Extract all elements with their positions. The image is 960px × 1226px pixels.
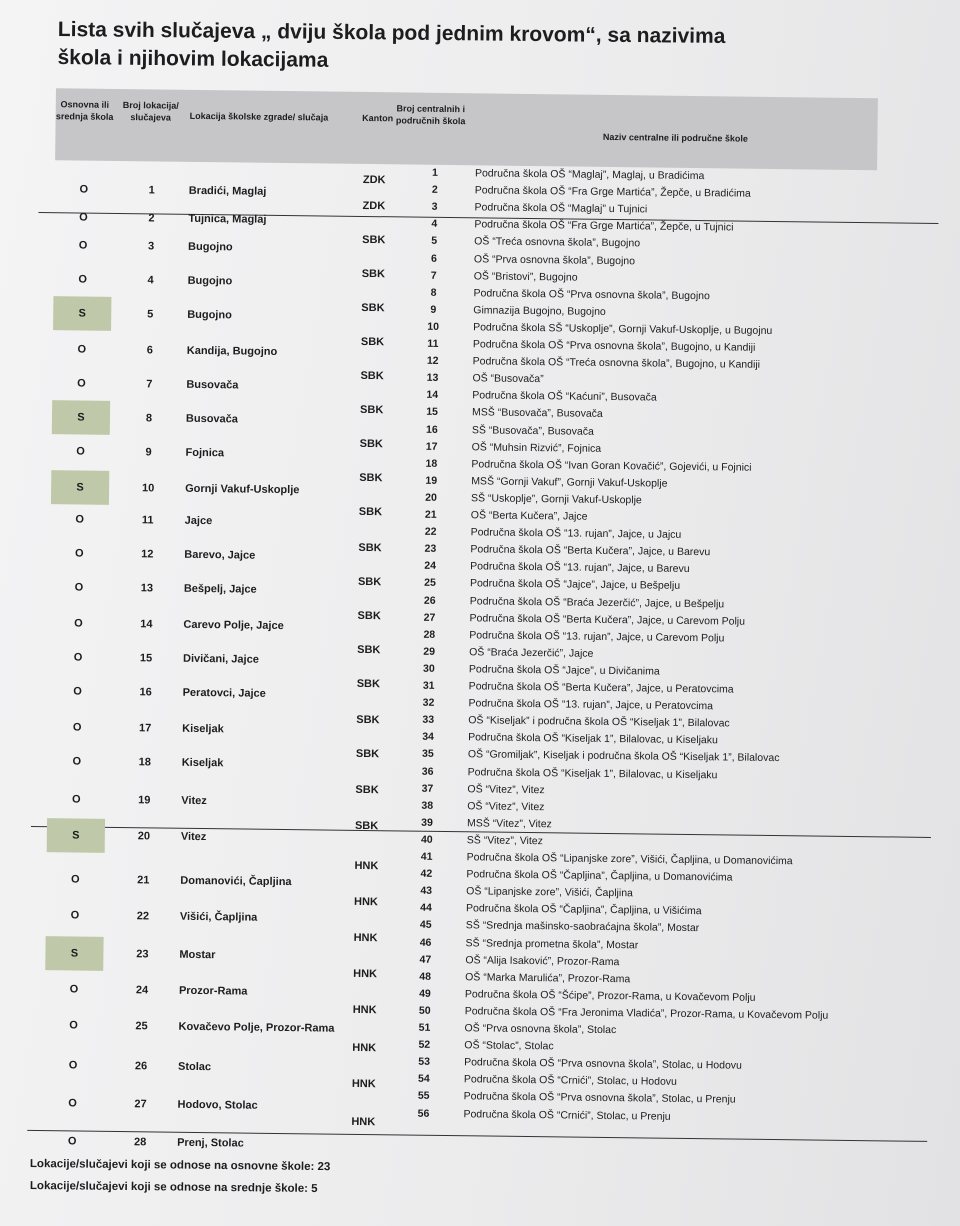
- case-number: 27: [134, 1098, 147, 1111]
- school-name: OŠ “Prva osnovna škola”, Stolac: [464, 1022, 617, 1037]
- school-name: OŠ “Alija Isaković”, Prozor-Rama: [465, 953, 620, 968]
- school-name: Područna škola OŠ “Fra Grge Martića”, Žepče, u Tujnici: [474, 218, 734, 234]
- school-number: 18: [425, 457, 438, 470]
- school-name: Područna škola OŠ “Berta Kučera”, Jajce, u Barevu: [470, 543, 711, 559]
- case-number: 3: [147, 240, 155, 253]
- case-number: 8: [145, 412, 153, 425]
- school-name: OŠ “Stolac”, Stolac: [464, 1039, 554, 1053]
- school-name: Područna škola OŠ “Prva osnovna škola”, Stolac, u Hodovu: [464, 1056, 742, 1072]
- case-canton: SBK: [358, 541, 382, 555]
- case-number: 21: [137, 874, 150, 887]
- case-location: Kiseljak: [181, 756, 224, 770]
- case-location: Bešpelj, Jajce: [183, 582, 257, 596]
- case-canton: ZDK: [362, 199, 386, 213]
- case-canton: HNK: [351, 1077, 376, 1091]
- case-location: Mostar: [179, 948, 216, 962]
- case-number: 25: [135, 1020, 148, 1033]
- school-name: Područna škola OŠ “Jajce”, Jajce, u Bešpelju: [469, 577, 681, 593]
- school-number: 1: [431, 166, 438, 179]
- case-type: O: [76, 445, 85, 458]
- school-name: Područna škola OŠ “13. rujan”, Jajce, u Barevu: [470, 560, 690, 576]
- case-number: 13: [140, 582, 154, 595]
- case-type: S: [47, 818, 105, 853]
- case-location: Fojnica: [185, 446, 225, 460]
- school-number: 14: [426, 389, 439, 402]
- cases-table: [27, 88, 940, 1159]
- case-canton: SBK: [355, 783, 379, 797]
- case-number: 23: [136, 948, 149, 961]
- case-location: Hodovo, Stolac: [177, 1098, 258, 1112]
- case-location: Gornji Vakuf-Uskoplje: [185, 482, 300, 497]
- school-number: 16: [425, 423, 438, 436]
- case-canton: HNK: [354, 859, 379, 873]
- school-name: Područna škola OŠ “13. rujan”, Jajce, u Jajcu: [470, 526, 682, 541]
- header-canton: Kanton: [362, 112, 394, 124]
- school-number: 45: [419, 919, 432, 932]
- case-number: 22: [136, 910, 150, 923]
- case-type: O: [70, 909, 80, 922]
- case-number: 16: [139, 686, 152, 699]
- case-number: 18: [138, 756, 151, 769]
- case-canton: HNK: [354, 895, 378, 909]
- case-location: Bugojno: [187, 240, 233, 254]
- school-number: 19: [425, 474, 438, 487]
- school-number: 11: [427, 337, 439, 350]
- case-canton: SBK: [360, 335, 385, 349]
- case-location: Bugojno: [187, 308, 232, 322]
- case-number: 1: [148, 184, 155, 197]
- page-title: [57, 16, 918, 81]
- case-canton: HNK: [351, 1115, 376, 1129]
- school-number: 46: [419, 936, 432, 949]
- school-name: Područna škola OŠ “Čapljina”, Čapljina, u Višićima: [465, 902, 702, 918]
- case-location: Domanovići, Čapljina: [180, 874, 292, 889]
- school-name: Područna škola OŠ “Čapljina”, Čapljina, u Domanovićima: [466, 868, 733, 884]
- school-number: 40: [420, 833, 433, 846]
- case-type: O: [68, 1097, 77, 1110]
- case-type: O: [78, 273, 88, 286]
- case-canton: HNK: [352, 1041, 377, 1055]
- table-bottom-rule: [27, 1130, 927, 1142]
- school-number: 38: [421, 799, 434, 812]
- school-number: 44: [420, 902, 432, 915]
- case-type: O: [67, 1135, 77, 1148]
- school-name: Gimnazija Bugojno, Bugojno: [473, 304, 606, 318]
- case-number: 19: [138, 794, 151, 807]
- school-name: Područna škola OŠ “Kiseljak 1”, Bilalovac, u Kiseljaku: [467, 765, 718, 781]
- school-number: 9: [430, 303, 437, 316]
- school-name: Područna škola OŠ “Jajce”, u Divičanima: [468, 663, 660, 678]
- header-location: Lokacija školske zgrade/ slučaja: [189, 110, 329, 123]
- school-name: OŠ “Vitez”, Vitez: [467, 799, 545, 813]
- school-name: Područna škola OŠ “Crnići”, Stolac, u Hodovu: [463, 1073, 677, 1089]
- school-number: 15: [426, 406, 438, 419]
- school-number: 36: [421, 765, 434, 778]
- school-number: 29: [423, 645, 436, 658]
- header-school-number: Broj centralnih i područnih škola: [395, 103, 466, 127]
- case-location: Tujnica, Maglaj: [188, 212, 267, 226]
- school-number: 22: [424, 525, 437, 538]
- case-canton: SBK: [359, 471, 383, 485]
- school-name: Područna škola OŠ “Prva osnovna škola”, Bugojno, u Kandiji: [472, 338, 756, 354]
- case-canton: HNK: [353, 967, 378, 981]
- case-location: Carevo Polje, Jajce: [183, 618, 284, 633]
- school-number: 21: [424, 508, 437, 521]
- case-type: O: [72, 755, 82, 768]
- school-number: 26: [423, 594, 436, 607]
- case-number: 2: [148, 212, 155, 225]
- school-name: OŠ “Kiseljak” i područna škola OŠ “Kiseljak 1”, Bilalovac: [468, 714, 730, 730]
- case-type: O: [71, 793, 81, 806]
- case-type: O: [69, 983, 79, 996]
- case-type: O: [72, 721, 82, 734]
- case-location: Prenj, Stolac: [177, 1136, 244, 1150]
- case-number: 6: [146, 344, 153, 357]
- case-canton: SBK: [359, 437, 383, 451]
- case-type: O: [77, 343, 87, 356]
- header-school-name: Naziv centralne ili područne škole: [602, 131, 749, 144]
- school-name: SŠ “Srednja prometna škola”, Mostar: [465, 936, 639, 951]
- case-canton: SBK: [356, 677, 381, 691]
- school-name: Područna škola OŠ “Šćipe”, Prozor-Rama, u Kovačevom Polju: [464, 988, 756, 1004]
- school-number: 31: [422, 679, 435, 692]
- school-name: OŠ “Muhsin Rizvić”, Fojnica: [471, 440, 602, 455]
- school-number: 49: [419, 987, 431, 1000]
- case-type: O: [78, 239, 88, 252]
- case-type: O: [73, 651, 83, 664]
- school-name: Područna škola OŠ “Berta Kučera”, Jajce, u Carevom Polju: [469, 611, 746, 628]
- school-name: OŠ “Prva osnovna škola”, Bugojno: [473, 252, 636, 267]
- school-number: 7: [430, 269, 437, 282]
- case-canton: SBK: [354, 819, 379, 833]
- school-number: 41: [420, 850, 433, 863]
- case-canton: HNK: [352, 1003, 377, 1017]
- school-name: Područna škola OŠ “Lipanjske zore”, Višići, Čapljina, u Domanovićima: [466, 851, 793, 868]
- school-name: Područna škola OŠ “Fra Jeronima Vladića”, Prozor-Rama, u Kovačevom Polju: [464, 1005, 829, 1022]
- case-number: 10: [141, 482, 155, 495]
- case-location: Bugojno: [187, 274, 233, 288]
- school-number: 35: [421, 748, 434, 761]
- school-number: 42: [420, 867, 433, 880]
- school-name: Područna škola OŠ “Maglaj”, Maglaj, u Bradićima: [474, 167, 705, 183]
- school-number: 37: [421, 782, 434, 795]
- school-name: Područna škola OŠ “Berta Kučera”, Jajce, u Peratovcima: [468, 680, 734, 696]
- case-type: O: [69, 1019, 78, 1032]
- case-number: 5: [147, 308, 154, 321]
- school-name: Područna škola OŠ “Treća osnovna škola”, Bugojno, u Kandiji: [472, 355, 761, 371]
- school-name: Područna škola OŠ “Kaćuni”, Busovača: [472, 389, 657, 404]
- case-type: O: [73, 685, 82, 698]
- school-name: Područna škola OŠ “Ivan Goran Kovačić”, Gojevići, u Fojnici: [471, 457, 752, 474]
- case-location: Jajce: [184, 514, 213, 528]
- case-location: Barevo, Jajce: [184, 548, 256, 562]
- school-name: Područna škola OŠ “13. rujan”, Jajce, u Carevom Polju: [469, 628, 725, 645]
- case-canton: SBK: [360, 403, 384, 417]
- case-number: 26: [134, 1060, 148, 1073]
- school-name: OŠ “Bristovi”, Bugojno: [473, 269, 578, 284]
- school-number: 10: [427, 320, 440, 333]
- school-number: 48: [419, 970, 432, 983]
- school-number: 25: [424, 577, 436, 590]
- case-location: Vitez: [180, 830, 207, 844]
- case-canton: ZDK: [362, 173, 386, 187]
- school-name: Područna škola OŠ “Braća Jezerčić”, Jajce, u Bešpelju: [469, 594, 725, 610]
- school-name: Područna škola OŠ “13. rujan”, Jajce, u Peratovcima: [468, 697, 714, 713]
- header-type: Osnovna ili srednja škola: [55, 99, 114, 122]
- school-name: Područna škola OŠ “Kiseljak 1”, Bilalovac, u Kiseljaku: [468, 731, 718, 747]
- school-name: SŠ “Srednja mašinsko-saobraćajna škola”, Mostar: [465, 919, 700, 935]
- case-type: O: [79, 211, 88, 224]
- case-type: O: [68, 1059, 78, 1072]
- case-number: 11: [141, 514, 154, 527]
- case-canton: SBK: [357, 575, 382, 589]
- school-name: OŠ “Braća Jezerčić”, Jajce: [469, 646, 594, 660]
- school-number: 53: [418, 1055, 431, 1069]
- case-type: O: [74, 617, 83, 630]
- school-name: Područna škola OŠ “Prva osnovna škola”, Bugojno: [473, 286, 710, 302]
- school-number: 43: [420, 884, 433, 898]
- school-number: 17: [425, 440, 438, 453]
- case-location: Stolac: [177, 1060, 212, 1074]
- school-number: 52: [418, 1038, 431, 1051]
- school-name: OŠ “Lipanjske zore”, Višići, Čapljina: [466, 885, 633, 900]
- school-number: 4: [431, 218, 438, 231]
- case-number: 17: [138, 722, 152, 735]
- case-number: 4: [147, 274, 154, 287]
- school-number: 34: [422, 731, 435, 744]
- case-location: Kiseljak: [182, 722, 224, 736]
- school-name: SŠ “Busovača”, Busovača: [471, 423, 594, 438]
- school-name: OŠ “Marka Marulića”, Prozor-Rama: [465, 970, 631, 985]
- case-type: S: [45, 936, 103, 971]
- case-location: Divičani, Jajce: [182, 652, 259, 666]
- case-type: O: [75, 513, 85, 526]
- table-header: [55, 88, 878, 170]
- school-number: 55: [417, 1090, 430, 1103]
- school-number: 39: [421, 816, 433, 829]
- title-line-2: škola i njihovim lokacijama: [57, 45, 329, 72]
- case-location: Busovača: [186, 378, 239, 392]
- school-name: MSŠ “Gornji Vakuf”, Gornji Vakuf-Uskoplje: [471, 475, 668, 490]
- school-number: 56: [417, 1107, 430, 1120]
- case-type: O: [77, 377, 86, 390]
- case-location: Vitez: [181, 794, 207, 808]
- case-number: 28: [133, 1136, 147, 1149]
- school-name: SŠ “Vitez”, Vitez: [466, 834, 543, 848]
- school-name: OŠ “Berta Kučera”, Jajce: [470, 509, 588, 523]
- school-name: SŠ “Uskoplje”, Gornji Vakuf-Uskoplje: [470, 492, 642, 507]
- case-type: S: [51, 470, 109, 505]
- footer-secondary-count: Lokacije/slučajevi koji se odnose na srednje škole: 5: [29, 1180, 318, 1196]
- school-number: 23: [424, 542, 437, 556]
- school-number: 12: [426, 354, 439, 367]
- school-name: Područna škola SŠ “Uskoplje”, Gornji Vakuf-Uskoplje, u Bugojnu: [473, 321, 773, 337]
- school-number: 51: [418, 1021, 431, 1034]
- case-canton: SBK: [360, 369, 384, 383]
- case-location: Višići, Čapljina: [179, 910, 258, 924]
- school-number: 28: [423, 628, 436, 641]
- school-name: OŠ “Vitez”, Vitez: [467, 782, 545, 796]
- case-location: Bradići, Maglaj: [188, 184, 267, 198]
- case-type: O: [74, 547, 84, 560]
- case-location: Peratovci, Jajce: [182, 686, 266, 700]
- school-number: 30: [423, 662, 435, 675]
- school-number: 33: [422, 713, 435, 727]
- case-number: 15: [139, 652, 153, 665]
- school-name: Područna škola OŠ “Fra Grge Martića”, Žepče, u Bradićima: [474, 184, 751, 200]
- case-type: O: [70, 873, 80, 886]
- case-canton: HNK: [353, 931, 378, 945]
- school-name: OŠ “Treća osnovna škola”, Bugojno: [474, 235, 641, 250]
- school-name: MSŠ “Vitez”, Vitez: [466, 817, 552, 831]
- case-type: O: [74, 581, 84, 594]
- school-number: 32: [422, 696, 435, 709]
- case-type: S: [53, 296, 111, 331]
- case-number: 12: [141, 548, 154, 561]
- school-number: 24: [424, 560, 437, 573]
- case-number: 20: [137, 830, 151, 843]
- school-name: MSŠ “Busovača”, Busovača: [471, 406, 603, 421]
- case-location: Prozor-Rama: [178, 984, 248, 998]
- case-canton: SBK: [356, 713, 380, 727]
- case-location: Busovača: [185, 412, 239, 426]
- header-case-number: Broj lokacija/ slučajeva: [122, 100, 179, 123]
- case-number: 14: [140, 618, 153, 631]
- case-number: 24: [135, 984, 149, 997]
- case-canton: SBK: [361, 267, 386, 281]
- school-name: Područna škola OŠ “Maglaj” u Tujnici: [474, 201, 648, 216]
- case-number: 9: [145, 446, 152, 459]
- title-line-1: Lista svih slučajeva „ dviju škola pod jednim krovom“, sa nazivima: [57, 17, 726, 48]
- school-number: 6: [430, 252, 437, 265]
- school-name: OŠ “Gromiljak”, Kiseljak i područna škola OŠ “Kiseljak 1”, Bilalovac: [467, 748, 780, 765]
- footer-primary-count: Lokacije/slučajevi koji se odnose na osnovne škole: 23: [29, 1158, 331, 1174]
- case-canton: SBK: [357, 609, 381, 623]
- school-name: OŠ “Busovača”: [472, 372, 544, 386]
- case-number: 7: [146, 378, 153, 391]
- school-number: 47: [419, 953, 432, 966]
- school-number: 8: [430, 286, 437, 299]
- school-number: 27: [423, 611, 436, 624]
- case-location: Kovačevo Polje, Prozor-Rama: [178, 1020, 335, 1035]
- school-number: 50: [418, 1004, 431, 1017]
- case-location: Kandija, Bugojno: [186, 344, 278, 358]
- case-canton: SBK: [362, 233, 386, 247]
- case-canton: SBK: [361, 301, 385, 315]
- school-name: Područna škola OŠ “Crnići”, Stolac, u Prenju: [463, 1107, 671, 1123]
- school-name: Područna škola OŠ “Prva osnovna škola”, Stolac, u Prenju: [463, 1090, 736, 1106]
- school-number: 3: [431, 200, 438, 214]
- case-type: O: [79, 183, 89, 196]
- school-number: 5: [431, 235, 438, 248]
- case-canton: SBK: [355, 747, 380, 761]
- school-number: 2: [431, 183, 438, 196]
- case-canton: SBK: [357, 643, 381, 657]
- case-canton: SBK: [358, 505, 383, 519]
- case-type: S: [52, 400, 110, 435]
- school-number: 20: [425, 491, 437, 504]
- school-number: 54: [418, 1072, 430, 1086]
- school-number: 13: [426, 371, 439, 385]
